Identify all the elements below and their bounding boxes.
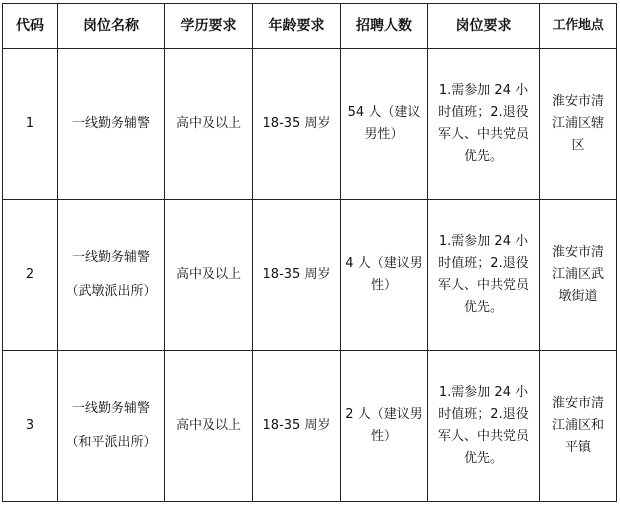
header-requirement: 岗位要求 bbox=[428, 4, 540, 49]
header-education: 学历要求 bbox=[165, 4, 253, 49]
cell-location: 淮安市清 江浦区武 墩街道 bbox=[540, 200, 617, 351]
header-count: 招聘人数 bbox=[341, 4, 428, 49]
cell-age: 18-35 周岁 bbox=[253, 49, 341, 200]
position-station: （和平派出所） bbox=[65, 435, 157, 450]
header-position: 岗位名称 bbox=[58, 4, 165, 49]
cell-requirement: 1.需参加 24 小 时值班；2.退役 军人、中共党员 优先。 bbox=[428, 351, 540, 502]
cell-code: 2 bbox=[3, 200, 58, 351]
cell-education: 高中及以上 bbox=[165, 351, 253, 502]
header-age: 年龄要求 bbox=[253, 4, 341, 49]
cell-location: 淮安市清 江浦区辖 区 bbox=[540, 49, 617, 200]
cell-position bbox=[58, 49, 165, 200]
cell-code: 3 bbox=[3, 351, 58, 502]
cell-position bbox=[58, 200, 165, 351]
position-title: 一线勤务辅警 bbox=[71, 250, 150, 265]
position-title: 一线勤务辅警 bbox=[71, 401, 150, 416]
cell-age: 18-35 周岁 bbox=[253, 200, 341, 351]
table-row bbox=[3, 200, 617, 351]
table-header-row bbox=[3, 4, 617, 49]
cell-count: 2 人（建议男 性） bbox=[341, 351, 428, 502]
cell-count: 54 人（建议 男性） bbox=[341, 49, 428, 200]
cell-requirement: 1.需参加 24 小 时值班；2.退役 军人、中共党员 优先。 bbox=[428, 49, 540, 200]
cell-count: 4 人（建议男 性） bbox=[341, 200, 428, 351]
table-row bbox=[3, 49, 617, 200]
header-code: 代码 bbox=[3, 4, 58, 49]
cell-education: 高中及以上 bbox=[165, 200, 253, 351]
cell-age: 18-35 周岁 bbox=[253, 351, 341, 502]
cell-position bbox=[58, 351, 165, 502]
cell-education: 高中及以上 bbox=[165, 49, 253, 200]
cell-location: 淮安市清 江浦区和 平镇 bbox=[540, 351, 617, 502]
cell-code: 1 bbox=[3, 49, 58, 200]
cell-requirement: 1.需参加 24 小 时值班；2.退役 军人、中共党员 优先。 bbox=[428, 200, 540, 351]
table-row bbox=[3, 351, 617, 502]
header-location: 工作地点 bbox=[540, 4, 617, 49]
position-title: 一线勤务辅警 bbox=[71, 116, 150, 131]
recruitment-table bbox=[2, 3, 617, 502]
position-station: （武墩派出所） bbox=[65, 284, 157, 299]
